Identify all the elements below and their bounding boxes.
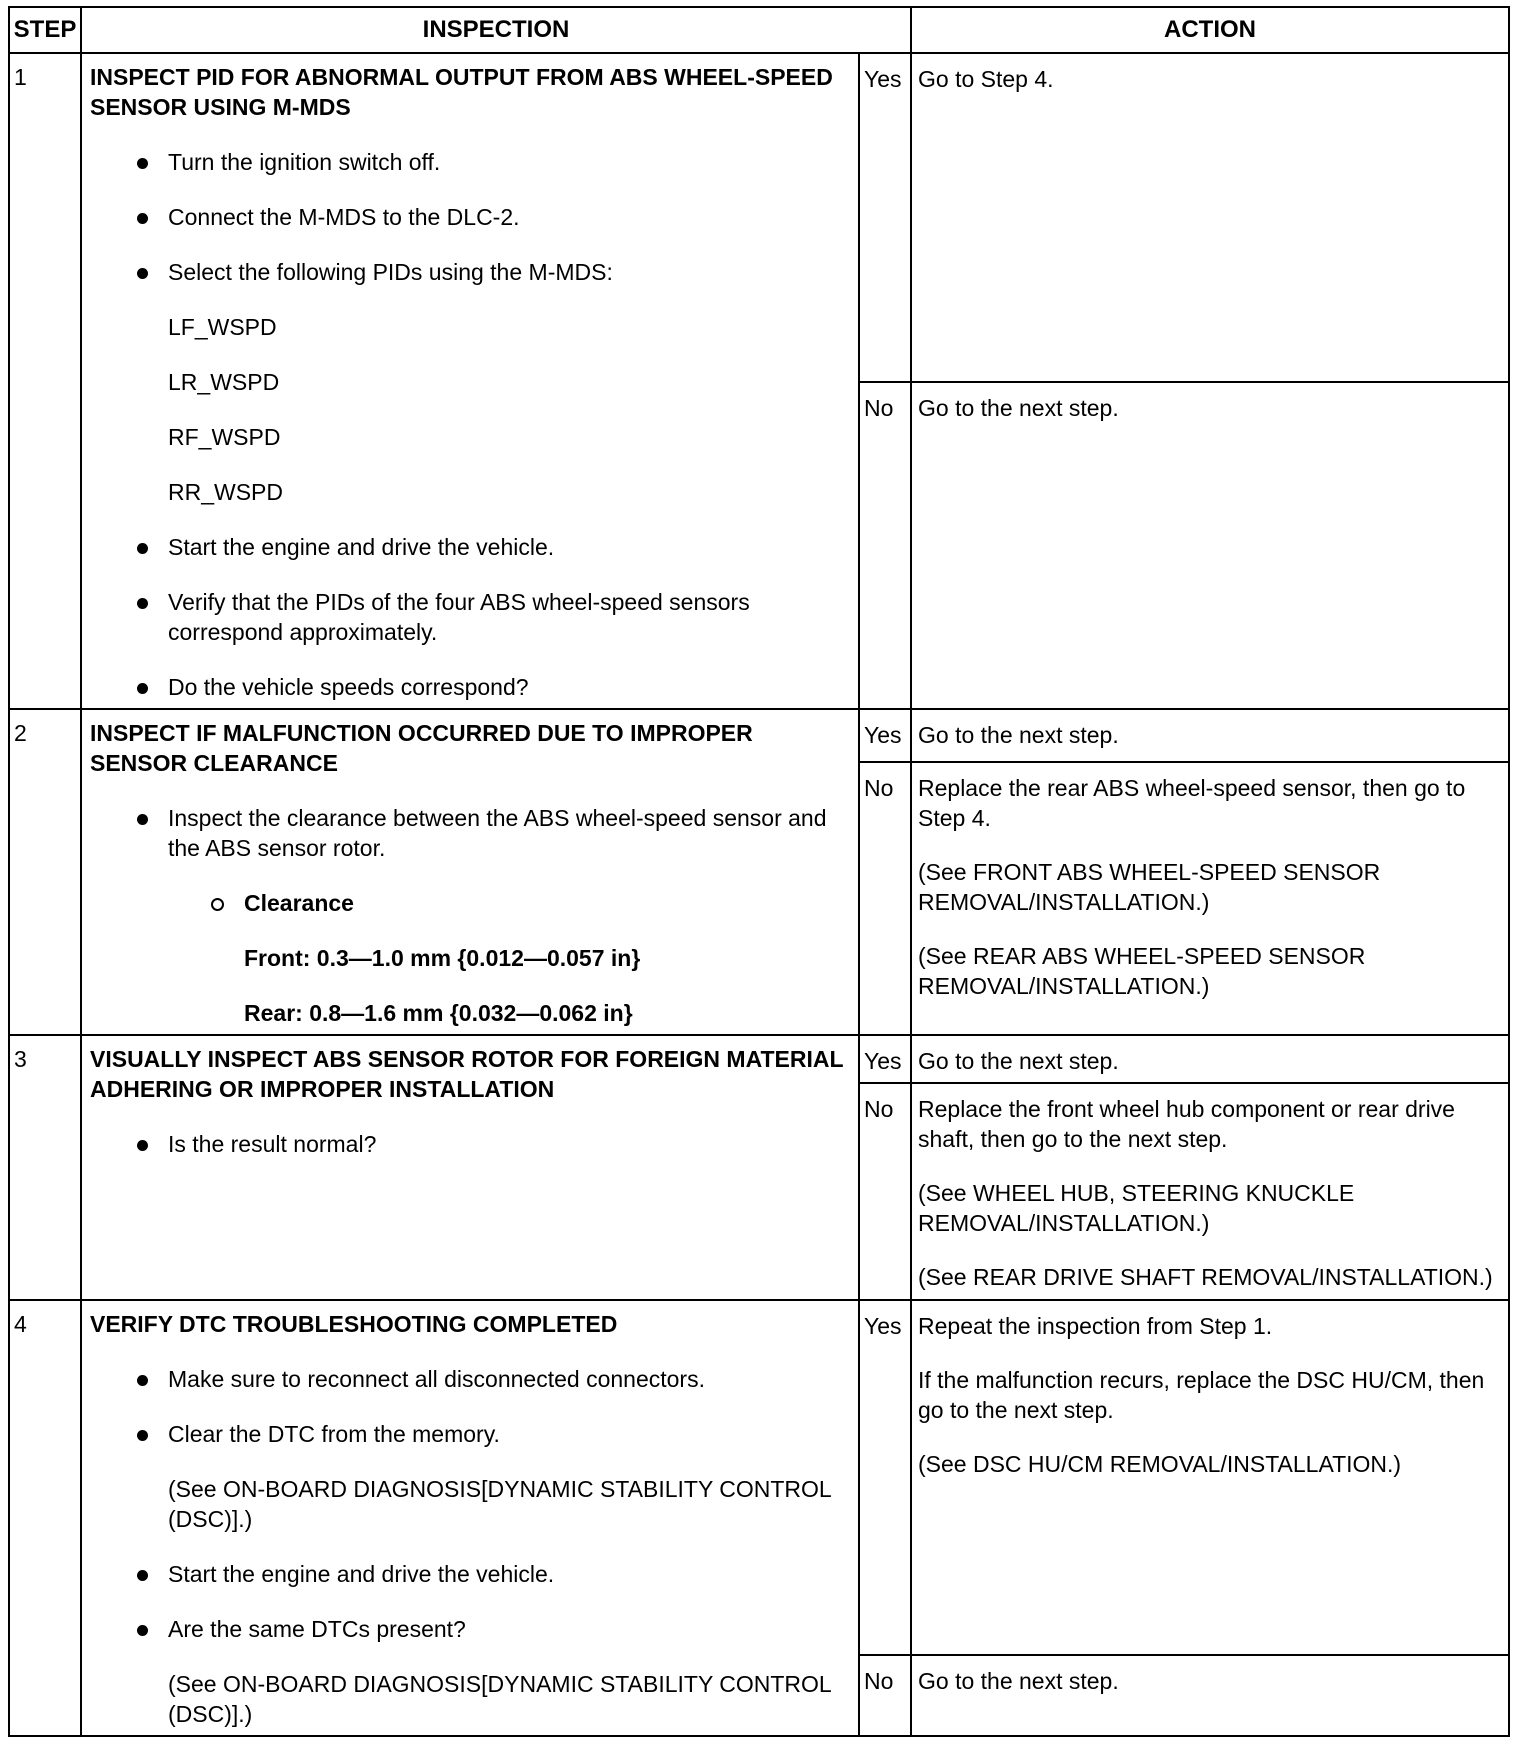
bullet-item: Start the engine and drive the vehicle.: [90, 532, 848, 562]
pid-item: RR_WSPD: [168, 479, 284, 505]
step-3-yes-row: [9, 1035, 1509, 1083]
step-2-yes-row: [9, 709, 1509, 762]
bullet-item: Is the result normal?: [90, 1129, 848, 1159]
pid-item: LR_WSPD: [168, 369, 280, 395]
no-label: No: [859, 1655, 911, 1736]
action-text: Repeat the inspection from Step 1.: [918, 1313, 1273, 1339]
yes-action: Go to the next step.: [911, 1035, 1509, 1083]
step-title: INSPECT PID FOR ABNORMAL OUTPUT FROM ABS WHEEL-SPEED SENSOR USING M-MDS: [90, 64, 833, 120]
bullet-item: Clear the DTC from the memory.: [90, 1419, 848, 1449]
step-number: 4: [9, 1300, 81, 1736]
step-4-inspection: [81, 1300, 859, 1736]
bullet-item: Do the vehicle speeds correspond?: [90, 672, 848, 702]
yes-label: Yes: [859, 1035, 911, 1083]
yes-label: Yes: [859, 709, 911, 762]
step-1-inspection: [81, 53, 859, 709]
no-action: [911, 1083, 1509, 1300]
step-number: 1: [9, 53, 81, 709]
no-label: No: [859, 382, 911, 709]
bullet-item: Select the following PIDs using the M-MDS:: [90, 257, 848, 287]
clearance-label: Clearance: [90, 888, 848, 918]
no-label: No: [859, 1083, 911, 1300]
step-number: 2: [9, 709, 81, 1035]
reference-text: (See WHEEL HUB, STEERING KNUCKLE REMOVAL/INSTALLATION.): [918, 1180, 1355, 1236]
troubleshooting-table: [8, 6, 1510, 1737]
yes-label: Yes: [859, 1300, 911, 1655]
step-number: 3: [9, 1035, 81, 1300]
reference-text: (See DSC HU/CM REMOVAL/INSTALLATION.): [918, 1451, 1402, 1477]
step-title: VERIFY DTC TROUBLESHOOTING COMPLETED: [90, 1311, 618, 1337]
pid-item: RF_WSPD: [168, 424, 281, 450]
yes-action: Go to the next step.: [911, 709, 1509, 762]
header-inspection: INSPECTION: [81, 7, 911, 53]
bullet-item: Verify that the PIDs of the four ABS wheel-speed sensors correspond approximately.: [90, 587, 848, 647]
yes-label: Yes: [859, 53, 911, 382]
reference-text: (See REAR DRIVE SHAFT REMOVAL/INSTALLATION.): [918, 1264, 1493, 1290]
no-action: Go to the next step.: [911, 1655, 1509, 1736]
reference-text: (See REAR ABS WHEEL-SPEED SENSOR REMOVAL/INSTALLATION.): [918, 943, 1366, 1000]
front-clearance-spec: Front: 0.3—1.0 mm {0.012—0.057 in}: [244, 945, 641, 971]
yes-action: [911, 1300, 1509, 1655]
step-title: INSPECT IF MALFUNCTION OCCURRED DUE TO IMPROPER SENSOR CLEARANCE: [90, 720, 753, 776]
header-row: [9, 7, 1509, 53]
yes-action: Go to Step 4.: [911, 53, 1509, 382]
bullet-item: Start the engine and drive the vehicle.: [90, 1559, 848, 1589]
bullet-item: Are the same DTCs present?: [90, 1614, 848, 1644]
action-text: If the malfunction recurs, replace the DSC HU/CM, then go to the next step.: [918, 1367, 1485, 1423]
action-text: Replace the rear ABS wheel-speed sensor, then go to Step 4.: [918, 775, 1466, 832]
reference-text: (See FRONT ABS WHEEL-SPEED SENSOR REMOVAL/INSTALLATION.): [918, 859, 1381, 916]
reference-text: (See ON-BOARD DIAGNOSIS[DYNAMIC STABILITY CONTROL (DSC)].): [168, 1671, 831, 1727]
step-title: VISUALLY INSPECT ABS SENSOR ROTOR FOR FOREIGN MATERIAL ADHERING OR IMPROPER INSTALLATION: [90, 1046, 844, 1102]
step-4-yes-row: [9, 1300, 1509, 1655]
action-text: Replace the front wheel hub component or rear drive shaft, then go to the next step.: [918, 1096, 1455, 1152]
step-3-inspection: [81, 1035, 859, 1300]
pid-item: LF_WSPD: [168, 314, 277, 340]
no-label: No: [859, 762, 911, 1035]
no-action: [911, 762, 1509, 1035]
inspection-table: [8, 6, 1510, 1737]
header-step: STEP: [9, 7, 81, 53]
bullet-item: Make sure to reconnect all disconnected connectors.: [90, 1364, 848, 1394]
bullet-item: Connect the M-MDS to the DLC-2.: [90, 202, 848, 232]
reference-text: (See ON-BOARD DIAGNOSIS[DYNAMIC STABILITY CONTROL (DSC)].): [168, 1476, 831, 1532]
no-action: Go to the next step.: [911, 382, 1509, 709]
rear-clearance-spec: Rear: 0.8—1.6 mm {0.032—0.062 in}: [244, 1000, 633, 1026]
header-action: ACTION: [911, 7, 1509, 53]
bullet-item: Inspect the clearance between the ABS wheel-speed sensor and the ABS sensor rotor.: [90, 803, 848, 863]
step-1-yes-row: [9, 53, 1509, 382]
step-2-inspection: [81, 709, 859, 1035]
bullet-item: Turn the ignition switch off.: [90, 147, 848, 177]
